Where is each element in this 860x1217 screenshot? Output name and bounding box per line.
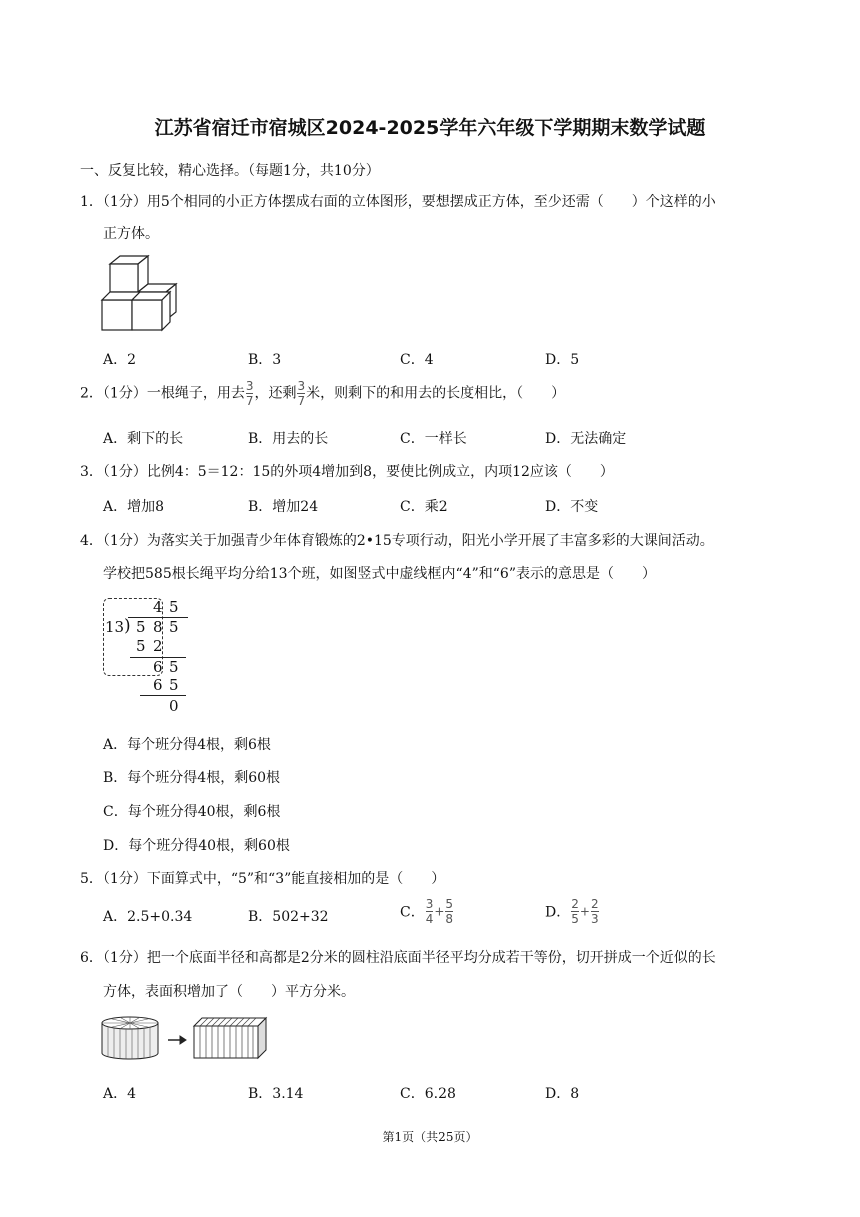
dividend-digit: 5: [136, 618, 146, 636]
q5-option-d[interactable]: D． $\frac{2}{5}$ + $\frac{2}{3}$: [545, 897, 599, 926]
q1-option-d[interactable]: D．5: [545, 352, 580, 368]
remainder-digit: 6: [153, 658, 163, 676]
q3-option-b[interactable]: B．增加24: [248, 499, 319, 515]
product-digit: 5: [169, 676, 179, 694]
q5-option-b[interactable]: B．502+32: [248, 909, 329, 925]
q2-post: 米，则剩下的和用去的长度相比，（ ）: [306, 385, 566, 402]
long-division-figure: 4 5 13 ) 5 8 5 5 2 6 5 6 5 0: [100, 596, 195, 718]
q6-option-c[interactable]: C．6.28: [400, 1086, 456, 1102]
page-footer: 第1页（共25页）: [382, 1130, 478, 1144]
q5-option-a[interactable]: A．2.5+0.34: [103, 909, 193, 925]
quotient-digit: 4: [153, 598, 163, 616]
q3-option-a[interactable]: A．增加8: [103, 499, 165, 515]
q3-option-c[interactable]: C．乘2: [400, 499, 448, 515]
question-6-text-cont: 方体，表面积增加了（ ）平方分米。: [103, 984, 355, 1000]
quotient-digit: 5: [169, 598, 179, 616]
q2-pre: 2．（1分）一根绳子，用去: [80, 385, 245, 402]
question-1-text-cont: 正方体。: [103, 226, 159, 242]
question-1-text: 1．（1分）用5个相同的小正方体摆成右面的立体图形，要想摆成正方体，至少还需（ ）个这样的小: [80, 194, 716, 210]
q4-option-b[interactable]: B．每个班分得4根，剩60根: [103, 770, 281, 786]
q1-option-c[interactable]: C．4: [400, 352, 434, 368]
fraction: $\frac{3}{7}$: [245, 379, 254, 408]
q4-option-a[interactable]: A．每个班分得4根，剩6根: [103, 737, 271, 753]
fraction: $\frac{2}{3}$: [590, 897, 599, 926]
product-digit: 2: [153, 637, 163, 655]
question-4-text-cont: 学校把585根长绳平均分给13个班，如图竖式中虚线框内“4”和“6”表示的意思是（ ）: [103, 566, 656, 582]
q4-option-d[interactable]: D．每个班分得40根，剩60根: [103, 838, 290, 854]
q5-option-c[interactable]: C． $\frac{3}{4}$ + $\frac{5}{8}$: [400, 897, 454, 926]
cylinder-to-cuboid-figure: [100, 1014, 270, 1062]
q4-option-c[interactable]: C．每个班分得40根，剩6根: [103, 804, 281, 820]
question-6-text: 6．（1分）把一个底面半径和高都是2分米的圆柱沿底面半径平均分成若干等份，切开拼成一个近似的长: [80, 950, 716, 966]
divisor: 13: [105, 618, 125, 636]
cube-stack-figure: [100, 254, 182, 334]
fraction: $\frac{3}{7}$: [297, 379, 306, 408]
product-digit: 5: [136, 637, 146, 655]
q3-option-d[interactable]: D．不变: [545, 499, 599, 515]
fraction: $\frac{3}{4}$: [425, 897, 434, 926]
q2-option-d[interactable]: D．无法确定: [545, 431, 627, 447]
remainder-digit: 5: [169, 658, 179, 676]
q2-mid: ，还剩: [254, 385, 297, 402]
product-digit: 6: [153, 676, 163, 694]
q2-option-a[interactable]: A．剩下的长: [103, 431, 184, 447]
section-heading: 一、反复比较，精心选择。（每题1分，共10分）: [80, 163, 380, 179]
question-2-text: [80, 380, 565, 407]
q6-option-b[interactable]: B．3.14: [248, 1086, 304, 1102]
dividend-digit: 5: [169, 618, 179, 636]
final-remainder: 0: [169, 697, 179, 715]
q6-option-d[interactable]: D．8: [545, 1086, 580, 1102]
question-3-text: 3．（1分）比例4：5＝12：15的外项4增加到8，要使比例成立，内项12应该（ ）: [80, 464, 614, 480]
fraction: $\frac{5}{8}$: [445, 897, 454, 926]
q6-option-a[interactable]: A．4: [103, 1086, 137, 1102]
q2-option-b[interactable]: B．用去的长: [248, 431, 329, 447]
dividend-digit: 8: [153, 618, 163, 636]
document-title: 江苏省宿迁市宿城区2024-2025学年六年级下学期期末数学试题: [154, 117, 706, 139]
q2-option-c[interactable]: C．一样长: [400, 431, 467, 447]
q1-option-a[interactable]: A．2: [103, 352, 137, 368]
q1-option-b[interactable]: B．3: [248, 352, 282, 368]
question-5-text: 5．（1分）下面算式中，“5”和“3”能直接相加的是（ ）: [80, 871, 446, 887]
fraction: $\frac{2}{5}$: [571, 897, 579, 926]
question-4-text: 4．（1分）为落实关于加强青少年体育锻炼的2•15专项行动，阳光小学开展了丰富多彩的大课间活动。: [80, 533, 714, 549]
